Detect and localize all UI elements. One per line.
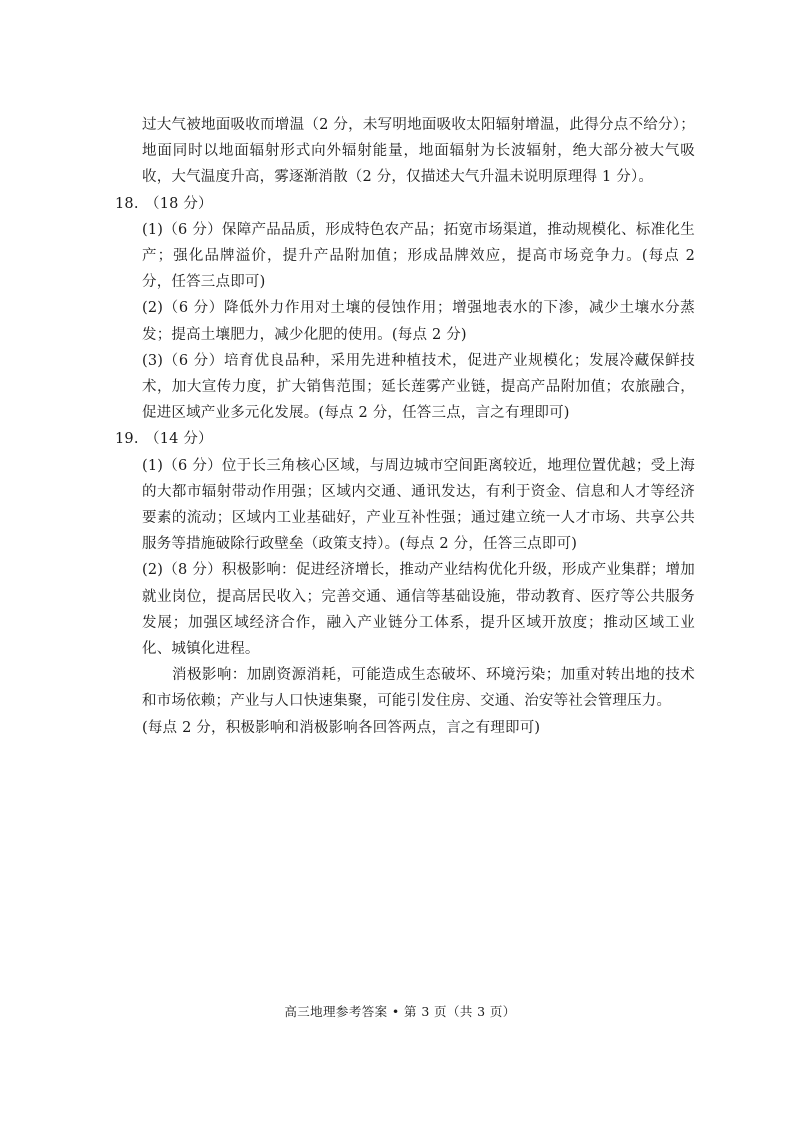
- q19-number: 19.: [115, 431, 139, 448]
- q18-number: 18.: [115, 195, 139, 212]
- q18-part1: (1)（6 分）保障产品品质，形成特色农产品；拓宽市场渠道，推动规模化、标准化生产；强化品牌溢价，提升产品附加值；形成品牌效应，提高市场竞争力。(每点 2 分，任答三点即可): [142, 221, 695, 291]
- q18-heading: [115, 191, 695, 217]
- answer-content: [115, 112, 695, 741]
- q18-part3: (3)（6 分）培育优良品种，采用先进种植技术，促进产业规模化；发展冷藏保鲜技术，加大宣传力度，扩大销售范围；延长莲雾产业链，提高产品附加值；农旅融合，促进区域产业多元化发展。(每点 2 分，任答三点，言之有理即可): [142, 352, 695, 422]
- q18-score: （18 分）: [145, 195, 213, 212]
- q19-part1: (1)（6 分）位于长三角核心区域，与周边城市空间距离较近，地理位置优越；受上海的大都市辐射带动作用强；区域内交通、通讯发达，有利于资金、信息和人才等经济要素的流动；区域内工业基础好，产业互补性强；通过建立统一人才市场、共享公共服务等措施破除行政壁垒（政策支持）。(每点 2 分，任答三点即可): [142, 457, 695, 553]
- page-footer: 高三地理参考答案 • 第 3 页（共 3 页）: [284, 1004, 516, 1019]
- q19-score: （14 分）: [145, 431, 213, 448]
- q18-part2: (2)（6 分）降低外力作用对土壤的侵蚀作用；增强地表水的下渗，减少土壤水分蒸发；提高土壤肥力，减少化肥的使用。(每点 2 分): [142, 300, 695, 343]
- q19-scoring-note: (每点 2 分，积极影响和消极影响各回答两点，言之有理即可): [142, 719, 541, 736]
- q19-part2: (2)（8 分）积极影响：促进经济增长，推动产业结构优化升级，形成产业集群；增加就业岗位，提高居民收入；完善交通、通信等基础设施，带动教育、医疗等公共服务发展；加强区域经济合作，融入产业链分工体系，提升区域开放度；推动区域工业化、城镇化进程。: [142, 562, 695, 658]
- q19-negative-impact: 消极影响：加剧资源消耗，可能造成生态破坏、环境污染；加重对转出地的技术和市场依赖；产业与人口快速集聚，可能引发住房、交通、治安等社会管理压力。: [142, 667, 695, 710]
- q17-continuation: 过大气被地面吸收而增温（2 分，未写明地面吸收太阳辐射增温，此得分点不给分）；地面同时以地面辐射形式向外辐射能量，地面辐射为长波辐射，绝大部分被大气吸收，大气温度升高，雾逐渐消散（2 分，仅描述大气升温未说明原理得 1 分）。: [142, 117, 695, 186]
- q19-heading: [115, 426, 695, 452]
